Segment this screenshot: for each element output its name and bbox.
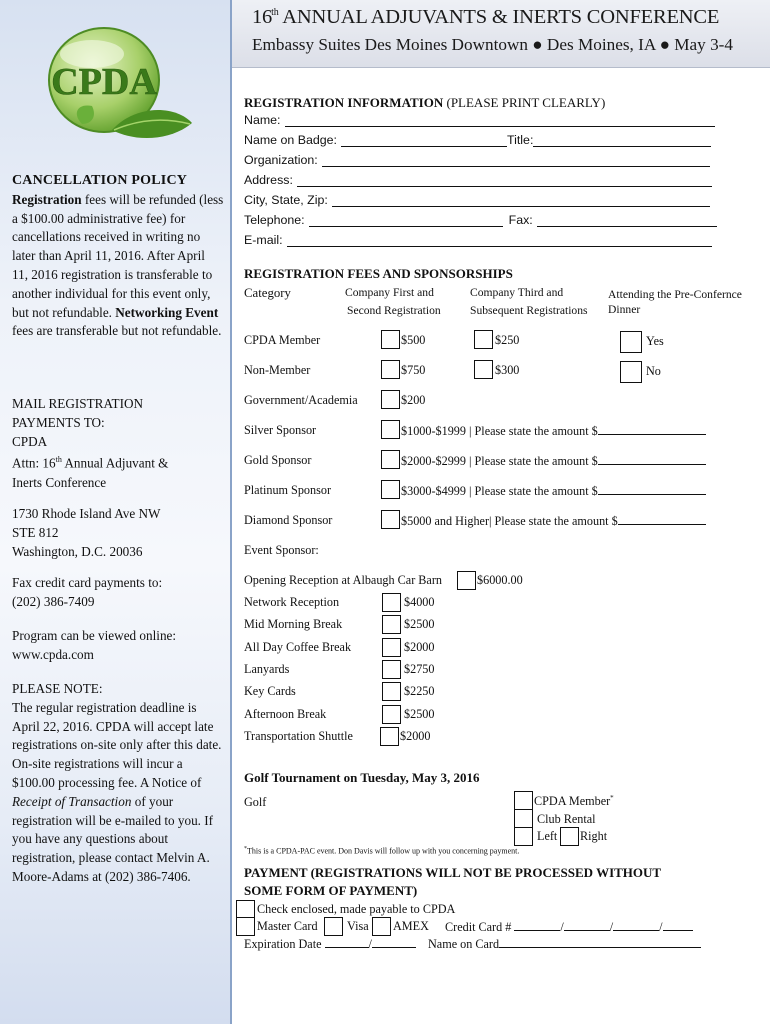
conference-header	[232, 0, 770, 68]
member-third-checkbox[interactable]	[474, 330, 493, 349]
event-checkbox-coffee[interactable]	[382, 638, 401, 657]
silver-price	[401, 423, 706, 439]
note-text-b: of your registration will be e-mailed to you. If you have any questions about registration, please contact Melvin A. Moore-Adams at (202) 386-7406.	[12, 793, 214, 884]
event-price-shuttle: $2000	[400, 729, 431, 743]
email-row	[244, 233, 712, 247]
amex-label: AMEX	[393, 919, 429, 933]
col-third-line1: Company Third and	[470, 286, 564, 299]
mastercard-label: Master Card	[257, 919, 318, 933]
cancellation-body	[12, 192, 223, 339]
cancel-bold-registration: Registration	[12, 191, 82, 207]
name-on-card-label: Name on Card	[428, 937, 500, 951]
fax-label: Fax:	[508, 213, 533, 227]
silver-label: Silver Sponsor	[244, 423, 317, 437]
event-checkbox-opening[interactable]	[457, 571, 476, 590]
gov-label: Government/Academia	[244, 393, 358, 407]
event-price-opening: $6000.00	[477, 573, 523, 587]
event-label-opening: Opening Reception at Albaugh Car Barn	[244, 573, 442, 587]
event-label-network: Network Reception	[244, 595, 340, 609]
event-label-afternoon: Afternoon Break	[244, 707, 327, 721]
email-label: E-mail:	[244, 233, 283, 247]
fax-line-2: (202) 386-7409	[12, 593, 95, 609]
col-third-line2: Subsequent Registrations	[470, 304, 588, 317]
dinner-yes-checkbox[interactable]	[620, 331, 642, 353]
platinum-price	[401, 483, 706, 499]
conference-subtitle: Embassy Suites Des Moines Downtown ● Des Moines, IA ● May 3-4	[252, 35, 733, 54]
note-text-a: The regular registration deadline is April 22, 2016. CPDA will accept late registrations on-site only after this date. On-site registrations will incur a $100.00 processing fee. A Notice of	[12, 699, 222, 790]
event-price-keycards: $2250	[404, 684, 435, 698]
col-category: Category	[244, 286, 291, 300]
logo-text: CPDA	[51, 61, 157, 103]
fees-title: REGISTRATION FEES AND SPONSORSHIPS	[244, 266, 513, 281]
member-first-checkbox[interactable]	[381, 330, 400, 349]
cc-sep-1: /	[560, 920, 564, 934]
title-rest: ANNUAL ADJUVANTS & INERTS CONFERENCE	[278, 6, 720, 28]
expiration-row	[244, 936, 416, 952]
gold-price	[401, 453, 706, 469]
silver-checkbox[interactable]	[381, 420, 400, 439]
event-price-coffee: $2000	[404, 640, 435, 654]
col-first-line1: Company First and	[345, 286, 434, 299]
member-first-price: $500	[401, 333, 426, 347]
fax-line-1: Fax credit card payments to:	[12, 575, 163, 590]
event-label-midmorning: Mid Morning Break	[244, 617, 343, 631]
nonmember-label: Non-Member	[244, 363, 311, 377]
diamond-amount-field[interactable]	[618, 513, 706, 525]
nonmember-first-price: $750	[401, 363, 426, 377]
footnote-star: *	[244, 846, 247, 852]
event-checkbox-keycards[interactable]	[382, 682, 401, 701]
event-price-midmorning: $2500	[404, 617, 435, 631]
cancel-text-2: fees are transferable but not refundable.	[12, 323, 222, 339]
program-line-1: Program can be viewed online:	[12, 628, 177, 643]
event-checkbox-midmorning[interactable]	[382, 615, 401, 634]
event-sponsor-label: Event Sponsor:	[244, 543, 319, 557]
mail-line-1: MAIL REGISTRATION	[12, 396, 144, 411]
event-checkbox-afternoon[interactable]	[382, 705, 401, 724]
gold-price-text: $2000-$2999 | Please state the amount $	[401, 454, 598, 468]
phone-label: Telephone:	[244, 213, 305, 227]
mail-registration	[12, 395, 224, 492]
cc-field-3[interactable]	[613, 919, 659, 931]
phone-row	[244, 213, 717, 227]
email-field[interactable]	[287, 234, 712, 247]
diamond-price-text: $5000 and Higher| Please state the amount $	[401, 514, 618, 528]
golf-member-checkbox[interactable]	[514, 791, 533, 810]
name-on-card-field[interactable]	[499, 936, 701, 948]
visa-checkbox[interactable]	[324, 917, 343, 936]
payment-title-2: SOME FORM OF PAYMENT)	[244, 883, 418, 898]
phone-field[interactable]	[309, 214, 503, 227]
col-first-line2: Second Registration	[347, 304, 441, 317]
mailing-address	[12, 505, 224, 561]
visa-label: Visa	[347, 919, 369, 933]
cc-field-2[interactable]	[564, 919, 610, 931]
cc-field-4[interactable]	[663, 919, 693, 931]
city-label: City, State, Zip:	[244, 193, 328, 207]
title-field[interactable]	[533, 134, 711, 147]
event-label-coffee: All Day Coffee Break	[244, 640, 352, 654]
reg-info-note: (PLEASE PRINT CLEARLY)	[443, 95, 606, 110]
address-line-3: Washington, D.C. 20036	[12, 543, 143, 559]
address-field[interactable]	[297, 174, 712, 187]
org-field[interactable]	[322, 154, 710, 167]
event-checkbox-shuttle[interactable]	[380, 727, 399, 746]
nonmember-third-price: $300	[495, 363, 520, 377]
event-checkbox-network[interactable]	[382, 593, 401, 612]
program-info	[12, 627, 224, 665]
address-line-1: 1730 Rhode Island Ave NW	[12, 506, 161, 521]
badge-row	[244, 133, 711, 147]
payment-title-1: PAYMENT (REGISTRATIONS WILL NOT BE PROCESSED WITHOUT	[244, 865, 662, 880]
diamond-checkbox[interactable]	[381, 510, 400, 529]
address-line-2: STE 812	[12, 524, 59, 540]
silver-amount-field[interactable]	[598, 423, 706, 435]
mail-attn-pre: Attn: 16	[12, 455, 56, 471]
note-title: PLEASE NOTE:	[12, 681, 103, 696]
event-label-lanyards: Lanyards	[244, 662, 290, 676]
org-row	[244, 153, 710, 167]
golf-left-checkbox[interactable]	[514, 827, 533, 846]
title-number: 16	[252, 6, 273, 28]
event-label-keycards: Key Cards	[244, 684, 296, 698]
exp-sep: /	[368, 937, 372, 951]
cc-sep-2: /	[609, 920, 614, 934]
dinner-no-checkbox[interactable]	[620, 361, 642, 383]
diamond-price	[401, 513, 706, 529]
event-price-afternoon: $2500	[404, 707, 435, 721]
golf-member-text: CPDA Member	[534, 794, 611, 809]
footnote-text: This is a CPDA-PAC event. Don Davis will follow up with you concerning payment.	[247, 846, 520, 856]
gov-checkbox[interactable]	[381, 390, 400, 409]
platinum-amount-field[interactable]	[598, 483, 706, 495]
title-label: Title:	[507, 133, 534, 147]
diamond-label: Diamond Sponsor	[244, 513, 333, 527]
mail-line-2: PAYMENTS TO:	[12, 414, 105, 430]
org-label: Organization:	[244, 153, 318, 167]
badge-field[interactable]	[341, 134, 507, 147]
cc-sep-3: /	[659, 920, 663, 934]
silver-price-text: $1000-$1999 | Please state the amount $	[401, 424, 598, 438]
registration-info-title	[244, 95, 605, 111]
city-field[interactable]	[332, 194, 710, 207]
gold-checkbox[interactable]	[381, 450, 400, 469]
golf-club-label: Club Rental	[537, 812, 596, 826]
cancellation-title: CANCELLATION POLICY	[12, 173, 188, 188]
platinum-label: Platinum Sponsor	[244, 483, 332, 497]
cancellation-policy	[12, 172, 224, 341]
name-label: Name:	[244, 113, 281, 127]
platinum-price-text: $3000-$4999 | Please state the amount $	[401, 484, 598, 498]
name-on-card-row	[428, 936, 701, 952]
check-enclosed-label: Check enclosed, made payable to CPDA	[257, 902, 456, 916]
event-label-shuttle: Transportation Shuttle	[244, 729, 353, 743]
golf-member-label	[534, 794, 614, 809]
golf-member-star: *	[610, 794, 614, 802]
gov-price: $200	[401, 393, 426, 407]
note-italic: Receipt of Transaction	[12, 793, 132, 809]
platinum-checkbox[interactable]	[381, 480, 400, 499]
nonmember-third-checkbox[interactable]	[474, 360, 493, 379]
cc-field-1[interactable]	[514, 919, 560, 931]
golf-left-label: Left	[537, 829, 558, 843]
note-body	[12, 700, 221, 884]
name-row	[244, 113, 715, 127]
program-link[interactable]: www.cpda.com	[12, 646, 94, 662]
golf-right-label: Right	[580, 829, 608, 843]
mail-line-5: Inerts Conference	[12, 474, 107, 490]
address-label: Address:	[244, 173, 293, 187]
golf-club-checkbox[interactable]	[514, 809, 533, 828]
exp-label: Expiration Date	[244, 937, 322, 951]
event-checkbox-lanyards[interactable]	[382, 660, 401, 679]
name-field[interactable]	[285, 114, 715, 127]
golf-right-checkbox[interactable]	[560, 827, 579, 846]
exp-month-field[interactable]	[325, 936, 369, 948]
member-label: CPDA Member	[244, 333, 321, 347]
dinner-no-label: No	[646, 364, 661, 378]
gold-label: Gold Sponsor	[244, 453, 312, 467]
golf-title: Golf Tournament on Tuesday, May 3, 2016	[244, 770, 480, 785]
event-price-network: $4000	[404, 595, 435, 609]
credit-card-number	[445, 919, 693, 935]
mail-attn	[12, 451, 224, 473]
badge-label: Name on Badge:	[244, 133, 337, 147]
gold-amount-field[interactable]	[598, 453, 706, 465]
golf-footnote	[244, 846, 519, 856]
title-sup: th	[271, 7, 279, 19]
mail-attn-post: Annual Adjuvant &	[61, 455, 169, 471]
mail-attn-sup: th	[55, 455, 62, 465]
cancel-text-1: fees will be refunded (less a $100.00 administrative fee) for cancellations received in writing no later than April 11, 2016. After April 11, 2016 registration is transferable to another individual for this event only, but not refundable.	[12, 191, 224, 320]
dinner-yes-label: Yes	[646, 334, 664, 348]
nonmember-first-checkbox[interactable]	[381, 360, 400, 379]
col-dinner-line2: Dinner	[608, 303, 641, 316]
conference-title	[252, 6, 719, 29]
cpda-logo	[42, 18, 202, 148]
address-row	[244, 173, 712, 187]
cc-label: Credit Card #	[445, 920, 512, 934]
amex-checkbox[interactable]	[372, 917, 391, 936]
cancel-bold-networking: Networking Event	[115, 304, 219, 320]
fax-field[interactable]	[537, 214, 717, 227]
mail-line-3: CPDA	[12, 433, 48, 449]
member-third-price: $250	[495, 333, 520, 347]
exp-year-field[interactable]	[372, 936, 416, 948]
sidebar	[0, 0, 232, 1024]
fax-info	[12, 574, 224, 612]
please-note	[12, 680, 224, 887]
col-dinner-line1: Attending the Pre-Confernce	[608, 288, 742, 301]
reg-info-title-text: REGISTRATION INFORMATION	[244, 95, 444, 110]
city-row	[244, 193, 710, 207]
mastercard-checkbox[interactable]	[236, 917, 255, 936]
golf-label: Golf	[244, 795, 267, 809]
event-price-lanyards: $2750	[404, 662, 435, 676]
